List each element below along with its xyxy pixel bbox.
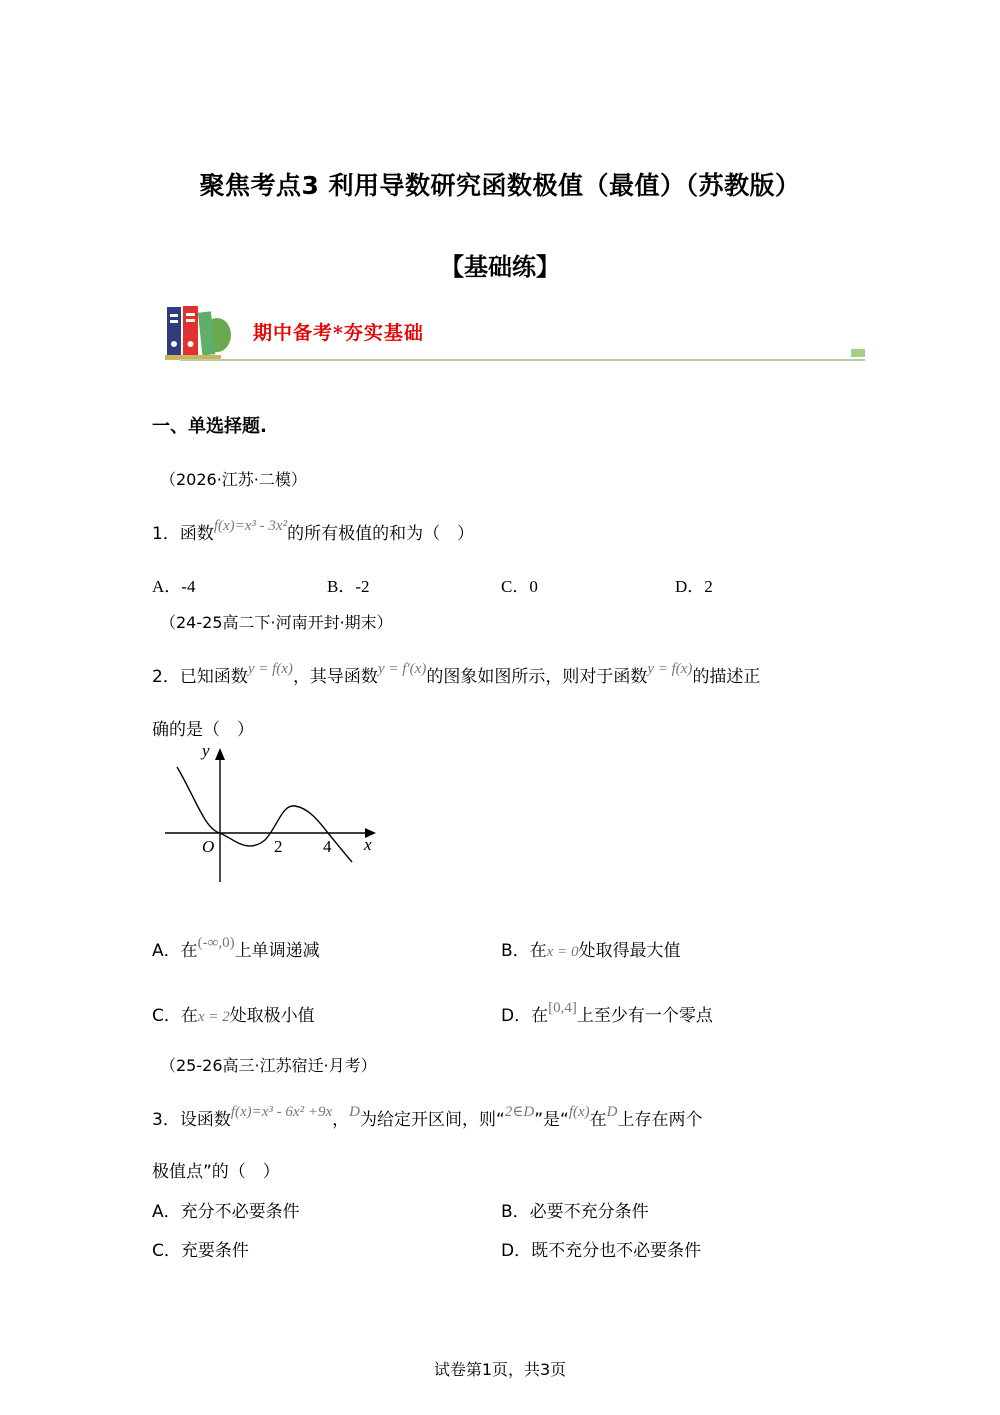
q3-part3: 为给定开区间，则“ xyxy=(359,1110,505,1130)
q3-part4: ”是“ xyxy=(534,1110,569,1130)
q3-part6: 上存在两个 xyxy=(617,1110,703,1130)
q1-option-c: C．0 xyxy=(501,577,538,596)
q3-stem xyxy=(152,1105,852,1130)
q2-stem-line2: 确的是（ ） xyxy=(152,720,254,740)
q2-part1: 2．已知函数 xyxy=(152,667,248,687)
banner-text: 期中备考*夯实基础 xyxy=(253,322,424,344)
y-axis-arrow xyxy=(215,748,225,760)
q3-formula1: f(x)=x³ - 6x² +9x xyxy=(230,1104,333,1120)
q2-part3: 的图象如图所示，则对于函数 xyxy=(426,667,648,687)
q3-option-b: B．必要不充分条件 xyxy=(501,1202,649,1222)
origin-label: O xyxy=(202,837,215,856)
q3-option-d: D．既不充分也不必要条件 xyxy=(501,1241,702,1261)
q3-stem-line2: 极值点”的（ ） xyxy=(152,1162,280,1182)
q3-source: （25-26高三·江苏宿迁·月考） xyxy=(160,1056,377,1075)
y-axis-label: y xyxy=(202,742,210,760)
q2-option-c-pre: C．在 xyxy=(152,1006,198,1026)
q3-formula4: f(x) xyxy=(568,1104,590,1120)
q1-suffix: 的所有极值的和为（ ） xyxy=(287,524,475,544)
q2-option-b-math: x = 0 xyxy=(546,944,579,960)
q2-formula2: y = f′(x) xyxy=(377,661,427,677)
q3-part1: 3．设函数 xyxy=(152,1110,231,1130)
section-banner xyxy=(165,302,865,364)
q2-formula1: y = f(x) xyxy=(247,661,293,677)
books-icon xyxy=(165,302,245,362)
q2-option-a xyxy=(152,936,320,961)
q2-option-b xyxy=(501,936,680,961)
q2-option-b-pre: B．在 xyxy=(501,941,547,961)
x-axis-label: x xyxy=(364,835,372,854)
q3-part2: ， xyxy=(332,1110,350,1130)
q2-option-c-math: x = 2 xyxy=(197,1009,230,1025)
q2-option-d xyxy=(501,1001,713,1026)
q1-source: （2026·江苏·二模） xyxy=(160,470,307,489)
q2-option-a-post: 上单调递减 xyxy=(234,941,320,961)
q2-option-b-post: 处取得最大值 xyxy=(578,941,681,961)
q2-option-c-post: 处取极小值 xyxy=(229,1006,315,1026)
section-heading: 一、单选择题. xyxy=(152,416,267,437)
q2-option-a-pre: A．在 xyxy=(152,941,198,961)
q2-part2: ，其导函数 xyxy=(292,667,378,687)
derivative-graph xyxy=(160,742,390,887)
q3-part5: 在 xyxy=(589,1110,607,1130)
q2-formula3: y = f(x) xyxy=(647,661,693,677)
page-title: 聚焦考点3 利用导数研究函数极值（最值）（苏教版） xyxy=(199,171,801,200)
q1-option-d: D．2 xyxy=(675,577,713,596)
q3-formula2: D xyxy=(349,1104,360,1120)
q2-source: （24-25高二下·河南开封·期末） xyxy=(160,613,393,632)
q1-formula: f(x)=x³ - 3x² xyxy=(213,518,288,534)
q1-stem xyxy=(152,519,474,544)
q2-option-c xyxy=(152,1001,315,1026)
q2-part4: 的描述正 xyxy=(692,667,761,687)
q1-prefix: 1．函数 xyxy=(152,524,214,544)
q2-option-d-post: 上至少有一个零点 xyxy=(576,1006,713,1026)
q1-option-a: A．-4 xyxy=(152,577,196,596)
q2-option-d-math: [0,4] xyxy=(548,1000,577,1016)
q1-option-b: B．-2 xyxy=(327,577,370,596)
banner-square xyxy=(851,349,865,357)
q2-option-a-math: (-∞,0) xyxy=(197,935,235,951)
page-subtitle: 【基础练】 xyxy=(440,253,560,281)
q3-option-c: C．充要条件 xyxy=(152,1241,249,1261)
q2-option-d-pre: D．在 xyxy=(501,1006,549,1026)
banner-line xyxy=(180,359,865,361)
tick-label-4: 4 xyxy=(323,837,332,856)
q3-option-a: A．充分不必要条件 xyxy=(152,1202,300,1222)
page-footer: 试卷第1页，共3页 xyxy=(433,1360,567,1379)
q3-formula3: 2∈D xyxy=(504,1104,535,1120)
q3-formula5: D xyxy=(606,1104,618,1120)
tick-label-2: 2 xyxy=(274,837,283,856)
q2-stem xyxy=(152,662,852,687)
